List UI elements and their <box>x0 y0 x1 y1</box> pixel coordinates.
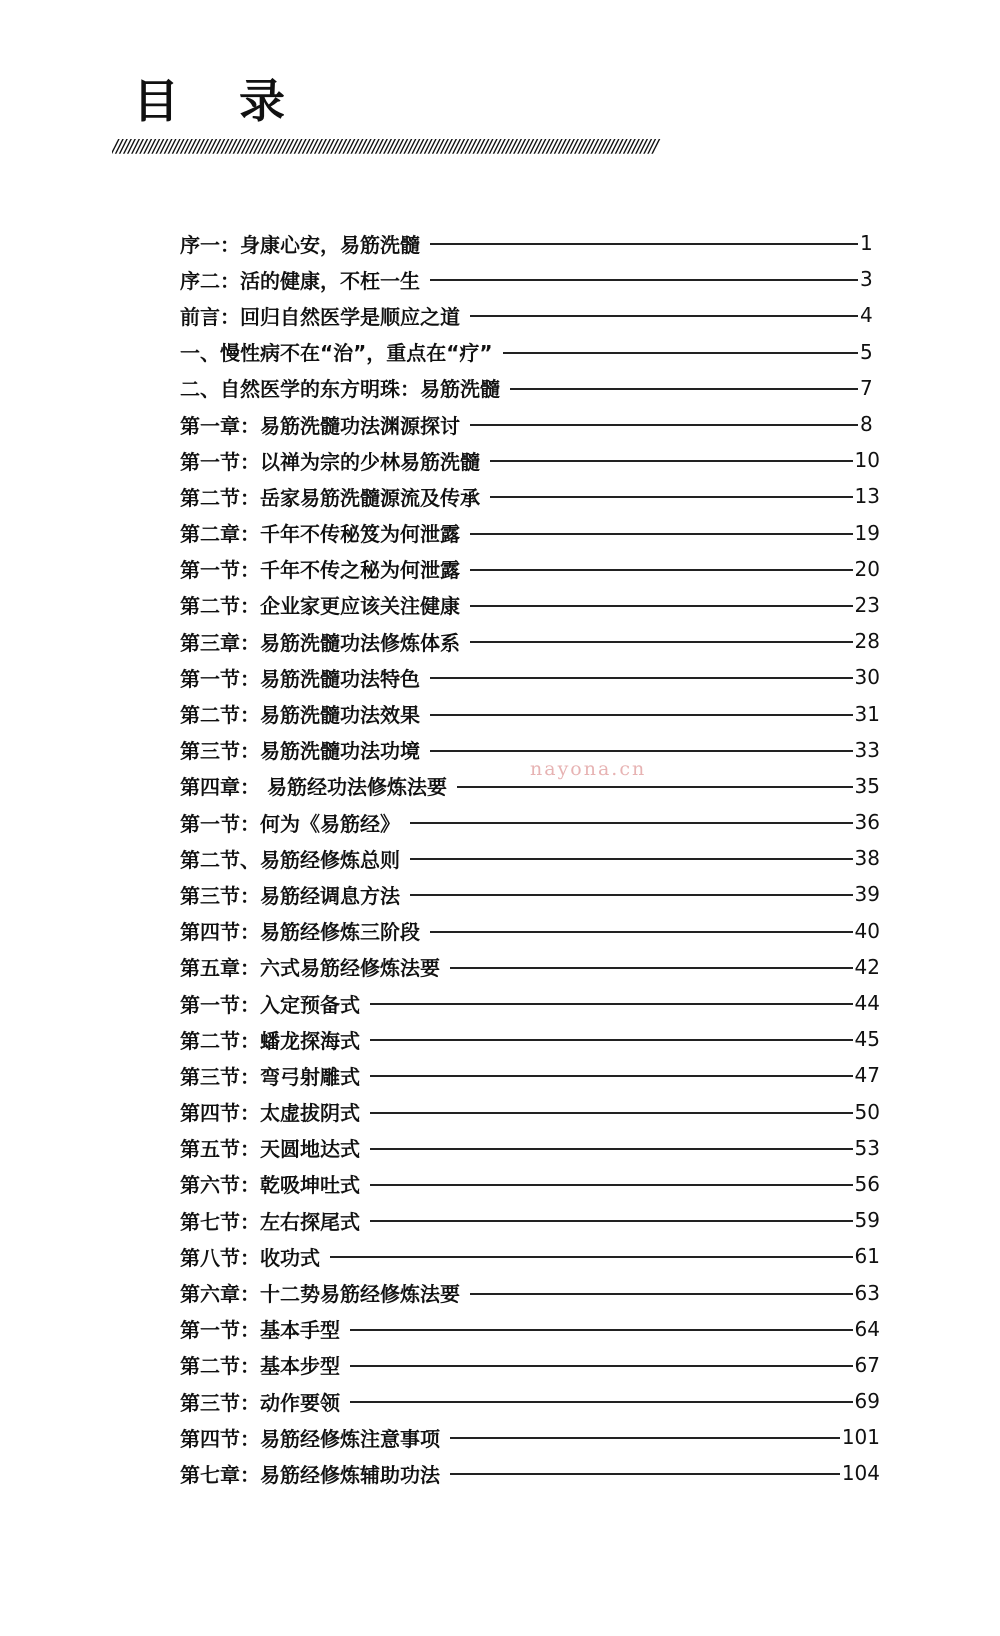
toc-entry-page-number: 40 <box>854 918 880 943</box>
toc-entry-page-number: 59 <box>854 1208 880 1233</box>
toc-entry-page-number: 20 <box>854 556 880 581</box>
toc-entry-page-number: 36 <box>854 810 880 835</box>
toc-entry-label: 第五节：天圆地达式 <box>180 1137 360 1162</box>
toc-leader-line <box>410 822 853 824</box>
toc-entry-page-number: 30 <box>854 665 880 690</box>
toc-leader-line <box>450 1437 840 1439</box>
page-title: 目 录 <box>133 74 308 128</box>
toc-entry[interactable] <box>180 1455 880 1491</box>
toc-entry-label: 第二节：易筋洗髓功法效果 <box>180 703 420 728</box>
toc-leader-line <box>430 750 853 752</box>
toc-entry[interactable] <box>180 587 880 623</box>
toc-leader-line <box>370 1112 853 1114</box>
toc-entry[interactable] <box>180 876 880 912</box>
toc-entry[interactable] <box>180 1347 880 1383</box>
toc-entry[interactable] <box>180 985 880 1021</box>
toc-entry-label: 序一：身康心安，易筋洗髓 <box>180 232 420 257</box>
toc-entry[interactable] <box>180 334 880 370</box>
toc-entry[interactable] <box>180 442 880 478</box>
toc-entry-label: 一、慢性病不在“治”，重点在“疗” <box>180 341 493 366</box>
toc-entry-label: 第一节：何为《易筋经》 <box>180 811 400 836</box>
toc-entry-page-number: 101 <box>841 1425 880 1450</box>
toc-entry-page-number: 42 <box>854 954 880 979</box>
toc-entry-label: 第一节：入定预备式 <box>180 992 360 1017</box>
toc-entry-page-number: 63 <box>854 1280 880 1305</box>
decorative-slash-rule: ////////////////////////////////////////////////////////////////////////////////////////////////////////////////////////////////////// <box>112 136 657 157</box>
toc-entry-label: 第二节：基本步型 <box>180 1354 340 1379</box>
toc-entry[interactable] <box>180 1057 880 1093</box>
toc-leader-line <box>330 1256 853 1258</box>
toc-entry-page-number: 10 <box>854 448 880 473</box>
toc-entry-page-number: 61 <box>854 1244 880 1269</box>
toc-entry-label: 第二节：蟠龙探海式 <box>180 1028 360 1053</box>
toc-entry[interactable] <box>180 261 880 297</box>
toc-entry-page-number: 47 <box>854 1063 880 1088</box>
toc-entry[interactable] <box>180 225 880 261</box>
toc-entry-page-number: 53 <box>854 1135 880 1160</box>
toc-leader-line <box>430 677 853 679</box>
toc-entry-label: 第八节：收功式 <box>180 1245 320 1270</box>
toc-entry-page-number: 4 <box>860 303 873 328</box>
toc-entry-label: 第七节：左右探尾式 <box>180 1209 360 1234</box>
toc-leader-line <box>430 243 858 245</box>
toc-leader-line <box>457 786 853 788</box>
toc-entry-page-number: 64 <box>854 1316 880 1341</box>
toc-entry-label: 第二节：岳家易筋洗髓源流及传承 <box>180 485 480 510</box>
toc-entry-label: 第三节：易筋洗髓功法功境 <box>180 739 420 764</box>
toc-leader-line <box>370 1039 853 1041</box>
toc-entry-label: 第四节：易筋经修炼注意事项 <box>180 1426 440 1451</box>
toc-entry[interactable] <box>180 804 880 840</box>
toc-leader-line <box>410 894 853 896</box>
toc-entry-label: 第二节、易筋经修炼总则 <box>180 847 400 872</box>
toc-entry-page-number: 33 <box>854 737 880 762</box>
toc-leader-line <box>470 315 858 317</box>
toc-leader-line <box>490 460 853 462</box>
toc-entry[interactable] <box>180 1274 880 1310</box>
toc-entry-page-number: 5 <box>860 339 873 364</box>
toc-leader-line <box>370 1184 853 1186</box>
toc-entry[interactable] <box>180 1419 880 1455</box>
toc-leader-line <box>470 641 853 643</box>
toc-entry-label: 第一节：以禅为宗的少林易筋洗髓 <box>180 449 480 474</box>
toc-entry-page-number: 67 <box>854 1352 880 1377</box>
toc-entry[interactable] <box>180 478 880 514</box>
toc-leader-line <box>450 967 853 969</box>
toc-leader-line <box>430 931 853 933</box>
toc-entry-label: 第四节：易筋经修炼三阶段 <box>180 920 420 945</box>
toc-entry[interactable] <box>180 1130 880 1166</box>
toc-entry[interactable] <box>180 949 880 985</box>
toc-entry[interactable] <box>180 406 880 442</box>
toc-entry-label: 第七章：易筋经修炼辅助功法 <box>180 1462 440 1487</box>
toc-entry[interactable] <box>180 297 880 333</box>
toc-leader-line <box>470 533 853 535</box>
toc-entry-page-number: 8 <box>860 412 873 437</box>
toc-entry[interactable] <box>180 913 880 949</box>
toc-entry-page-number: 31 <box>854 701 880 726</box>
toc-entry-page-number: 45 <box>854 1027 880 1052</box>
toc-leader-line <box>470 605 853 607</box>
toc-entry-page-number: 23 <box>854 592 880 617</box>
toc-leader-line <box>470 569 853 571</box>
toc-leader-line <box>350 1401 853 1403</box>
toc-entry-label: 第三节：弯弓射雕式 <box>180 1064 360 1089</box>
toc-entry-label: 第一节：易筋洗髓功法特色 <box>180 666 420 691</box>
toc-entry-label: 第三节：动作要领 <box>180 1390 340 1415</box>
toc-entry-label: 第六节：乾吸坤吐式 <box>180 1173 360 1198</box>
toc-entry-label: 第四节：太虚拔阴式 <box>180 1101 360 1126</box>
toc-leader-line <box>370 1148 853 1150</box>
toc-leader-line <box>470 1293 853 1295</box>
toc-entry[interactable] <box>180 695 880 731</box>
toc-entry[interactable] <box>180 840 880 876</box>
toc-entry-page-number: 3 <box>860 267 873 292</box>
toc-leader-line <box>410 858 853 860</box>
toc-leader-line <box>370 1003 853 1005</box>
toc-entry-label: 第三章：易筋洗髓功法修炼体系 <box>180 630 460 655</box>
toc-entry-label: 第二节：企业家更应该关注健康 <box>180 594 460 619</box>
toc-leader-line <box>370 1220 853 1222</box>
toc-entry-label: 二、自然医学的东方明珠：易筋洗髓 <box>180 377 500 402</box>
toc-entry[interactable] <box>180 659 880 695</box>
toc-entry-page-number: 50 <box>854 1099 880 1124</box>
toc-leader-line <box>470 424 858 426</box>
toc-leader-line <box>430 279 858 281</box>
toc-entry-label: 第四章： 易筋经功法修炼法要 <box>180 775 447 800</box>
watermark: nayona.cn <box>530 758 647 780</box>
toc-leader-line <box>490 496 853 498</box>
toc-entry-label: 序二：活的健康，不枉一生 <box>180 268 420 293</box>
toc-entry-page-number: 19 <box>854 520 880 545</box>
toc-entry-label: 第五章：六式易筋经修炼法要 <box>180 956 440 981</box>
toc-leader-line <box>350 1365 853 1367</box>
toc-entry-page-number: 28 <box>854 629 880 654</box>
toc-leader-line <box>450 1473 840 1475</box>
toc-leader-line <box>503 352 858 354</box>
toc-entry-page-number: 56 <box>854 1171 880 1196</box>
toc-entry-page-number: 38 <box>854 846 880 871</box>
toc-entry-page-number: 13 <box>854 484 880 509</box>
toc-entry[interactable] <box>180 1238 880 1274</box>
toc-entry[interactable] <box>180 623 880 659</box>
toc-entry[interactable] <box>180 1094 880 1130</box>
table-of-contents <box>180 225 880 1492</box>
toc-entry-label: 第三节：易筋经调息方法 <box>180 883 400 908</box>
toc-entry-page-number: 1 <box>860 231 873 256</box>
toc-entry[interactable] <box>180 1166 880 1202</box>
toc-entry-label: 第一节：基本手型 <box>180 1318 340 1343</box>
toc-leader-line <box>370 1075 853 1077</box>
toc-entry-page-number: 35 <box>854 773 880 798</box>
toc-entry-label: 第一章：易筋洗髓功法渊源探讨 <box>180 413 460 438</box>
toc-entry[interactable] <box>180 515 880 551</box>
toc-entry-page-number: 39 <box>854 882 880 907</box>
toc-leader-line <box>430 714 853 716</box>
toc-entry-label: 第六章：十二势易筋经修炼法要 <box>180 1282 460 1307</box>
toc-entry-page-number: 44 <box>854 991 880 1016</box>
toc-entry-page-number: 104 <box>841 1461 880 1486</box>
toc-entry[interactable] <box>180 1202 880 1238</box>
toc-entry-page-number: 69 <box>854 1389 880 1414</box>
toc-leader-line <box>510 388 858 390</box>
toc-entry-label: 第一节：千年不传之秘为何泄露 <box>180 558 460 583</box>
toc-entry[interactable] <box>180 551 880 587</box>
toc-entry[interactable] <box>180 1311 880 1347</box>
toc-entry[interactable] <box>180 370 880 406</box>
toc-entry[interactable] <box>180 1021 880 1057</box>
toc-entry[interactable] <box>180 1383 880 1419</box>
toc-entry-label: 前言：回归自然医学是顺应之道 <box>180 304 460 329</box>
toc-leader-line <box>350 1329 853 1331</box>
toc-entry-label: 第二章：千年不传秘笈为何泄露 <box>180 522 460 547</box>
toc-entry-page-number: 7 <box>860 375 873 400</box>
